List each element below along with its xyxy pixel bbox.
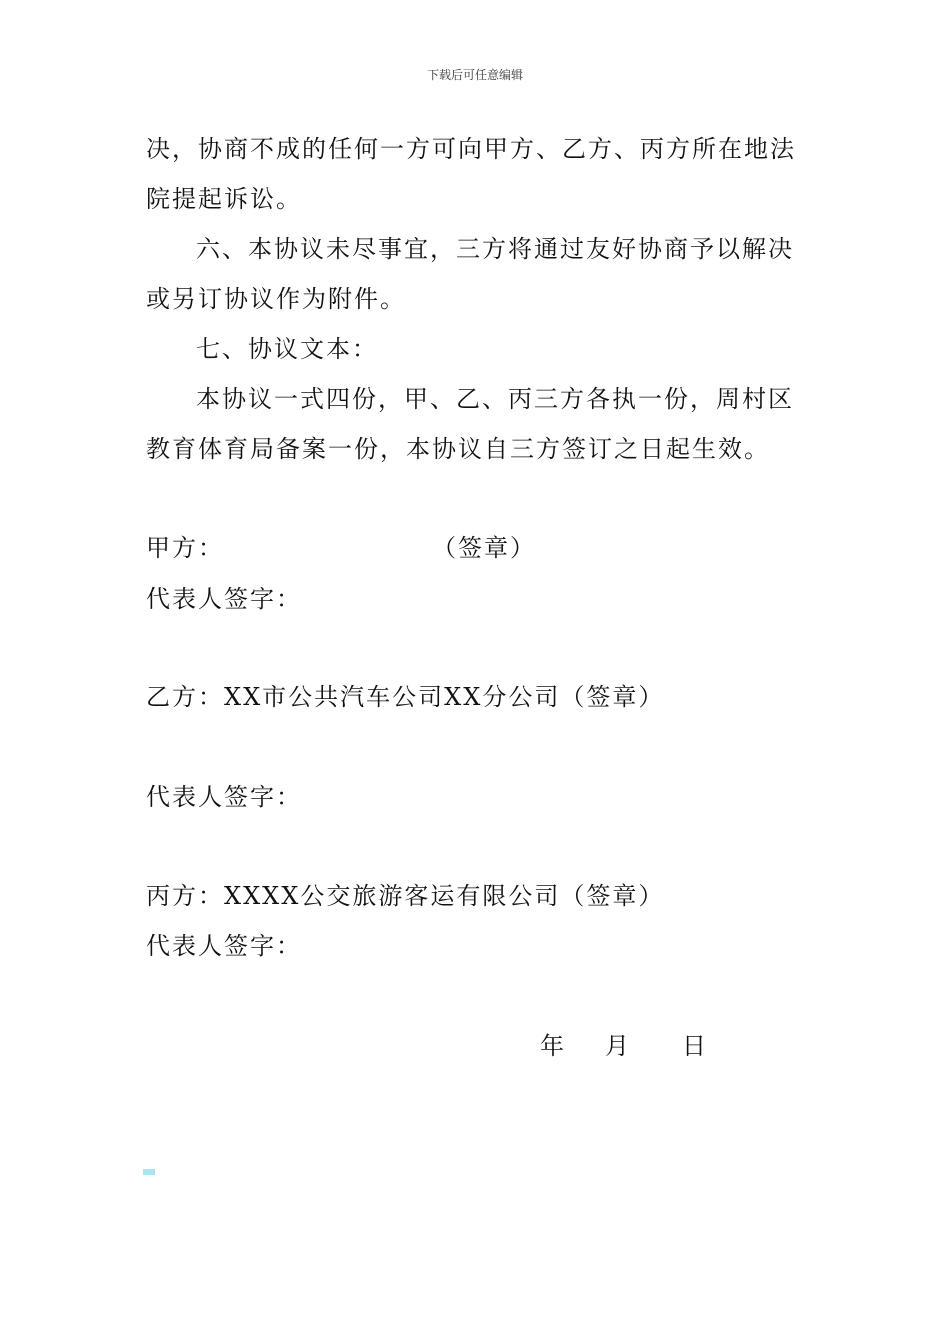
party-a-representative: 代表人签字： xyxy=(146,585,302,613)
paragraph-line: 决，协商不成的任何一方可向甲方、乙方、丙方所在地法 xyxy=(146,135,796,163)
party-c-representative: 代表人签字： xyxy=(146,932,302,960)
party-b-line: 乙方：XX市公共汽车公司XX分公司（签章） xyxy=(146,683,665,711)
paragraph-line: 院提起诉讼。 xyxy=(146,185,302,213)
party-c-line: 丙方：XXXX公交旅游客运有限公司（签章） xyxy=(146,882,665,910)
paragraph-line: 本协议一式四份，甲、乙、丙三方各执一份，周村区 xyxy=(196,385,794,413)
party-a-label: 甲方： xyxy=(146,534,224,562)
paragraph-line: 或另订协议作为附件。 xyxy=(146,285,406,313)
paragraph-line: 六、本协议未尽事宜，三方将通过友好协商予以解决 xyxy=(196,235,794,263)
date-day: 日 xyxy=(682,1032,706,1060)
date-month: 月 xyxy=(605,1032,629,1060)
paragraph-line: 教育体育局备案一份，本协议自三方签订之日起生效。 xyxy=(146,435,770,463)
header-note: 下载后可任意编辑 xyxy=(426,68,523,82)
section-heading: 七、协议文本： xyxy=(196,335,378,363)
party-b-representative: 代表人签字： xyxy=(146,783,302,811)
party-a-seal: （签章） xyxy=(432,534,536,562)
date-year: 年 xyxy=(540,1032,564,1060)
highlight-marker xyxy=(143,1169,155,1175)
